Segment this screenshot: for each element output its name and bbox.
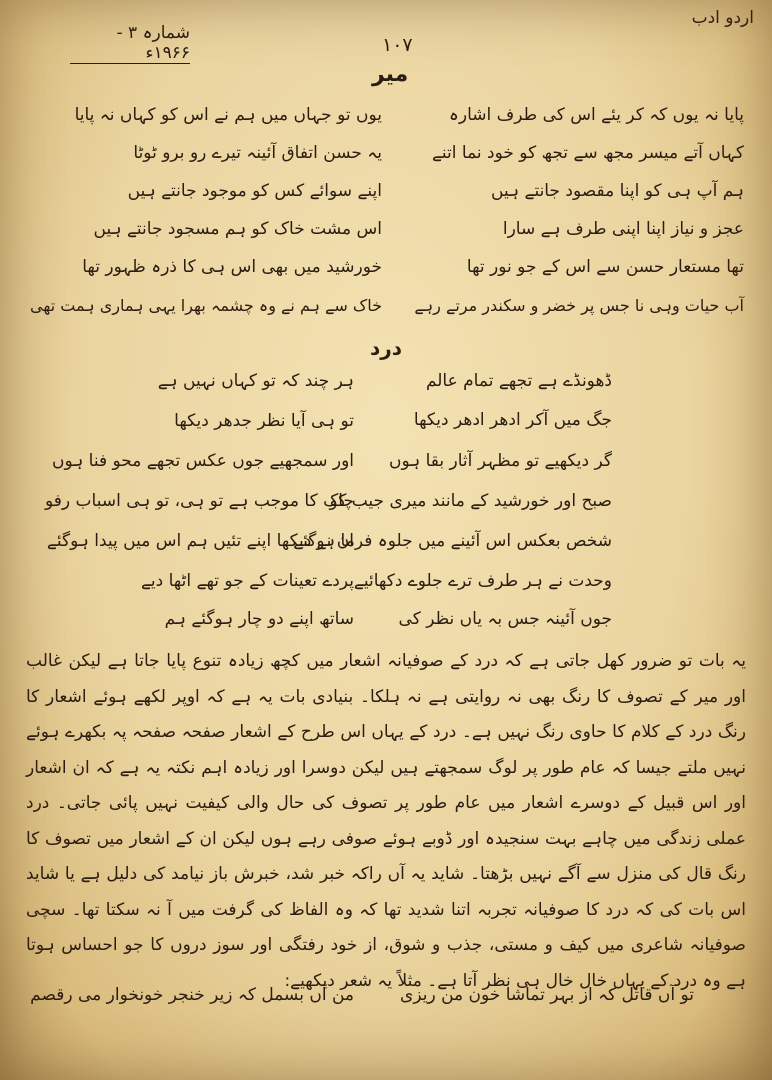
- couplet: [0, 218, 772, 258]
- couplet: [0, 570, 772, 610]
- misra-right: آب حیات وہی نا جس پر خضر و سکندر مرتے رہے: [414, 296, 744, 315]
- misra-right: عجز و نیاز اپنا اپنی طرف ہے سارا: [502, 219, 744, 239]
- closing-couplet: [0, 984, 772, 1024]
- misra-left: ان نے دیکھا اپنے تئیں ہم اس میں پیدا ہوگئے: [46, 531, 354, 551]
- page-number: ۱۰۷: [382, 34, 413, 56]
- misra-right: شخص بعکس اس آئینے میں جلوہ فرما ہوگئے: [293, 531, 612, 551]
- couplet: [0, 104, 772, 144]
- misra-left: پردے تعینات کے جو تھے اٹھا دیے: [140, 571, 354, 591]
- misra-right: وحدت نے ہر طرف ترے جلوے دکھائیے: [353, 571, 612, 591]
- couplet: [0, 142, 772, 182]
- misra-right: صبح اور خورشید کے مانند میری جیب کو: [329, 491, 612, 511]
- misra-left: یوں تو جہاں میں ہم نے اس کو کہاں نہ پایا: [74, 105, 382, 125]
- misra-right: کہاں آتے میسر مجھ سے تجھ کو خود نما اتنے: [431, 143, 744, 163]
- misra-left: ہر چند کہ تو کہاں نہیں ہے: [157, 371, 354, 391]
- issue-number: شمارہ ۳ - ۱۹۶۶ء: [70, 22, 190, 64]
- misra-right: جوں آئینہ جس بہ یاں نظر کی: [398, 609, 612, 629]
- misra-right: جگ میں آکر ادھر ادھر دیکھا: [413, 410, 612, 430]
- couplet: [0, 608, 772, 648]
- misra-left: یہ حسن اتفاق آئینہ تیرے رو برو ٹوٹا: [133, 143, 382, 163]
- couplet: [0, 370, 772, 410]
- misra-left: اس مشت خاک کو ہم مسجود جانتے ہیں: [93, 219, 382, 239]
- misra-left: خاک سے ہم نے وہ چشمہ بھرا یہی ہماری ہمت تھی: [30, 296, 382, 315]
- misra-right: ڈھونڈے ہے تجھے تمام عالم: [425, 371, 612, 391]
- couplet: [0, 530, 772, 570]
- misra-left: چاک کا موجب ہے تو ہی، تو ہی اسباب رفو: [45, 491, 354, 511]
- misra-left: ساتھ اپنے دو چار ہوگئے ہم: [164, 609, 354, 629]
- couplet: [0, 256, 772, 296]
- misra-left: تو ہی آیا نظر جدھر دیکھا: [174, 411, 354, 431]
- misra-right: تھا مستعار حسن سے اس کے جو نور تھا: [466, 257, 744, 277]
- journal-title: اردو ادب: [691, 8, 754, 28]
- misra-right: پایا نہ یوں کہ کر یئے اس کی طرف اشارہ: [448, 105, 744, 125]
- misra-right: تو آں قاتل کہ از بہر تماشا خون من ریزی: [400, 985, 694, 1005]
- misra-right: گر دیکھیے تو مظہر آثار بقا ہوں: [388, 451, 612, 471]
- misra-left: اپنے سوائے کس کو موجود جانتے ہیں: [127, 181, 382, 201]
- couplet: [0, 450, 772, 490]
- section-title-mir: میر: [372, 62, 409, 87]
- couplet: [0, 490, 772, 530]
- misra-left: خورشید میں بھی اس ہی کا ذرہ ظہور تھا: [82, 257, 382, 277]
- couplet: [0, 410, 772, 450]
- couplet: [0, 180, 772, 220]
- misra-left: من آں بسمل کہ زیر خنجر خونخوار می رقصم: [30, 985, 354, 1005]
- misra-left: اور سمجھیے جوں عکس تجھے محو فنا ہوں: [52, 451, 354, 471]
- prose-paragraph: یہ بات تو ضرور کھل جاتی ہے کہ درد کے صوفیانہ اشعار میں کچھ زیادہ تنوع پایا جاتا ہے لیکن غالب اور میر کے تصوف کا رنگ بھی نہ روایتی ہے نہ ہلکا۔ بنیادی بات یہ ہے کہ اوپر لکھے ہوئے اشعار کا رنگ درد کے کلام کا حاوی رنگ نہیں ہے۔ درد کے یہاں اس طرح کے اشعار صفحہ صفحہ پہ بکھرے ہوئے نہیں ملتے جیسا کہ عام طور پر لوگ سمجھتے ہیں لیکن دوسرا اور زیادہ اہم نکتہ یہ ہے کہ ان اشعار اور اس قبیل کے دوسرے اشعار میں عام طور پر تصوف کی حال والی کیفیت نہیں پائی جاتی۔ درد عملی زندگی میں چاہے بہت سنجیدہ اور ڈوبے ہوئے صوفی رہے ہوں لیکن ان کے اشعار میں تصوف کا رنگ قال کی منزل سے آگے نہیں بڑھتا۔ شاید یہ آں راکہ خبر شد، خبرش باز نیامد کی دلیل ہے یا شاید اس بات کی کہ درد کا صوفیانہ تجربہ اتنا شدید تھا کہ وہ الفاظ کی گرفت میں آ نہ سکتا تھا۔ سچی صوفیانہ شاعری میں کیف و مستی، جذب و شوق، از خود رفتگی اور سوز دروں کا جو احساس ہوتا ہے وہ درد کے یہاں خال خال ہی نظر آتا ہے۔ مثلاً یہ شعر دیکھیے:: [26, 651, 746, 991]
- section-title-dard: درد: [370, 336, 403, 360]
- misra-right: ہم آپ ہی کو اپنا مقصود جانتے ہیں: [491, 181, 744, 201]
- couplet: [0, 296, 772, 336]
